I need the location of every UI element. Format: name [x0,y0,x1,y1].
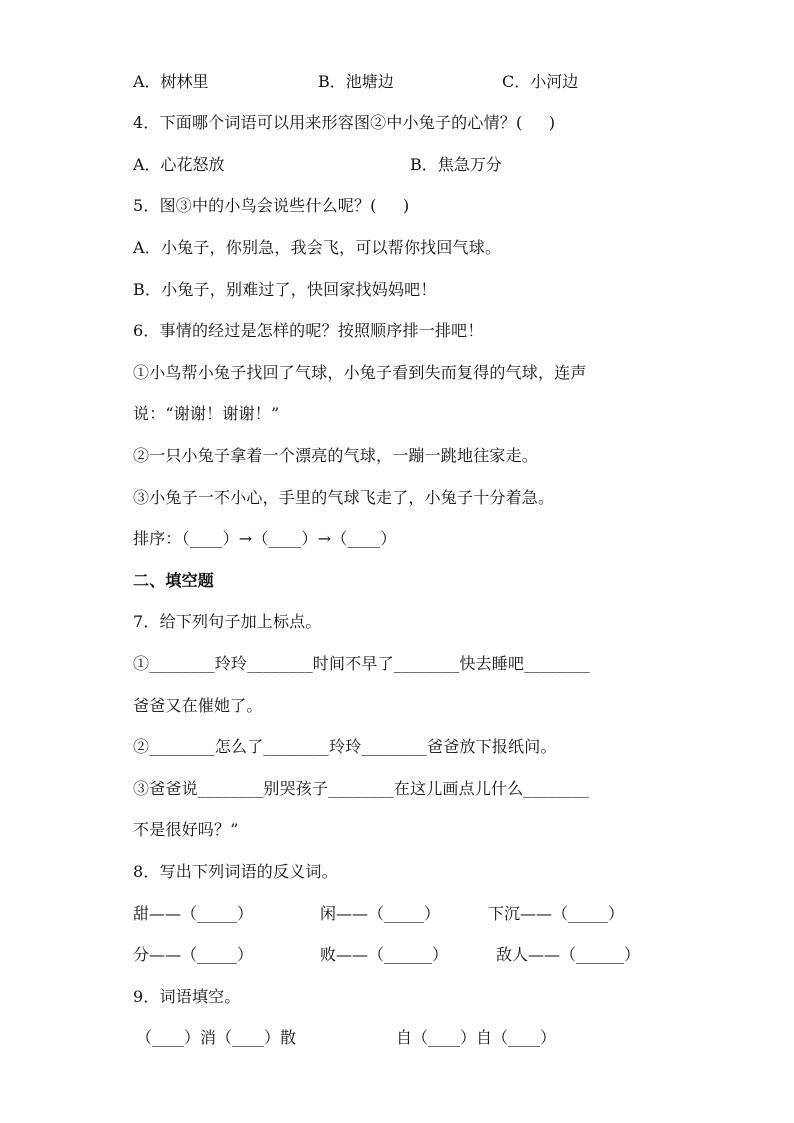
q6-item-1: ①小鸟帮小兔子找回了气球，小兔子看到失而复得的气球，连声 [133,363,587,382]
q7-sentence-3: ③爸爸说________别哭孩子________在这儿画点儿什么________ [133,779,590,798]
q6-item-2: ②一只小兔子拿着一个漂亮的气球，一蹦一跳地往家走。 [133,446,539,465]
q7-sentence-1: ①________玲玲________时间不早了________快去睡吧________ [133,654,590,673]
q6-item-3: ③小兔子一不小心，手里的气球飞走了，小兔子十分着急。 [133,488,555,507]
q6-item-1-cont: 说：“谢谢！谢谢！” [133,404,280,423]
q3-option-c: C．小河边 [502,72,579,91]
q8-item: 甜——（_____） [133,904,254,923]
q6-question: 6．事情的经过是怎样的呢？按照顺序排一排吧！ [133,321,484,340]
q9-item: 自（____）自（____） [396,1028,557,1047]
q7-sentence-3-cont: 不是很好吗？” [133,820,239,839]
q8-item: 闲——（_____） [320,904,441,923]
q8-item: 败——（______） [320,945,449,964]
q9-item: （____）消（____）散 [136,1028,297,1047]
q4-option-b: B．焦急万分 [410,155,502,174]
q7-question: 7．给下列句子加上标点。 [133,612,322,631]
section-title: 二、填空题 [133,571,215,590]
q3-option-a: A．树林里 [133,72,209,91]
q7-sentence-1-cont: 爸爸又在催她了。 [133,696,263,715]
q4-option-a: A．心花怒放 [133,155,225,174]
q9-question: 9．词语填空。 [133,987,241,1006]
q8-question: 8．写出下列词语的反义词。 [133,862,338,881]
q5-option-a: A．小兔子，你别急，我会飞，可以帮你找回气球。 [133,238,502,257]
q6-order: 排序：（____）→（____）→（____） [133,529,397,548]
q5-question: 5．图③中的小鸟会说些什么呢？( ) [133,196,410,215]
q3-option-b: B．池塘边 [318,72,394,91]
q5-option-b: B．小兔子，别难过了，快回家找妈妈吧！ [133,280,437,299]
q8-item: 下沉——（_____） [488,904,625,923]
q7-sentence-2: ②________怎么了________玲玲________爸爸放下报纸问。 [133,737,557,756]
q8-item: 敌人——（______） [496,945,641,964]
q8-item: 分——（_____） [133,945,254,964]
q4-question: 4．下面哪个词语可以用来形容图②中小兔子的心情？( ) [133,113,556,132]
